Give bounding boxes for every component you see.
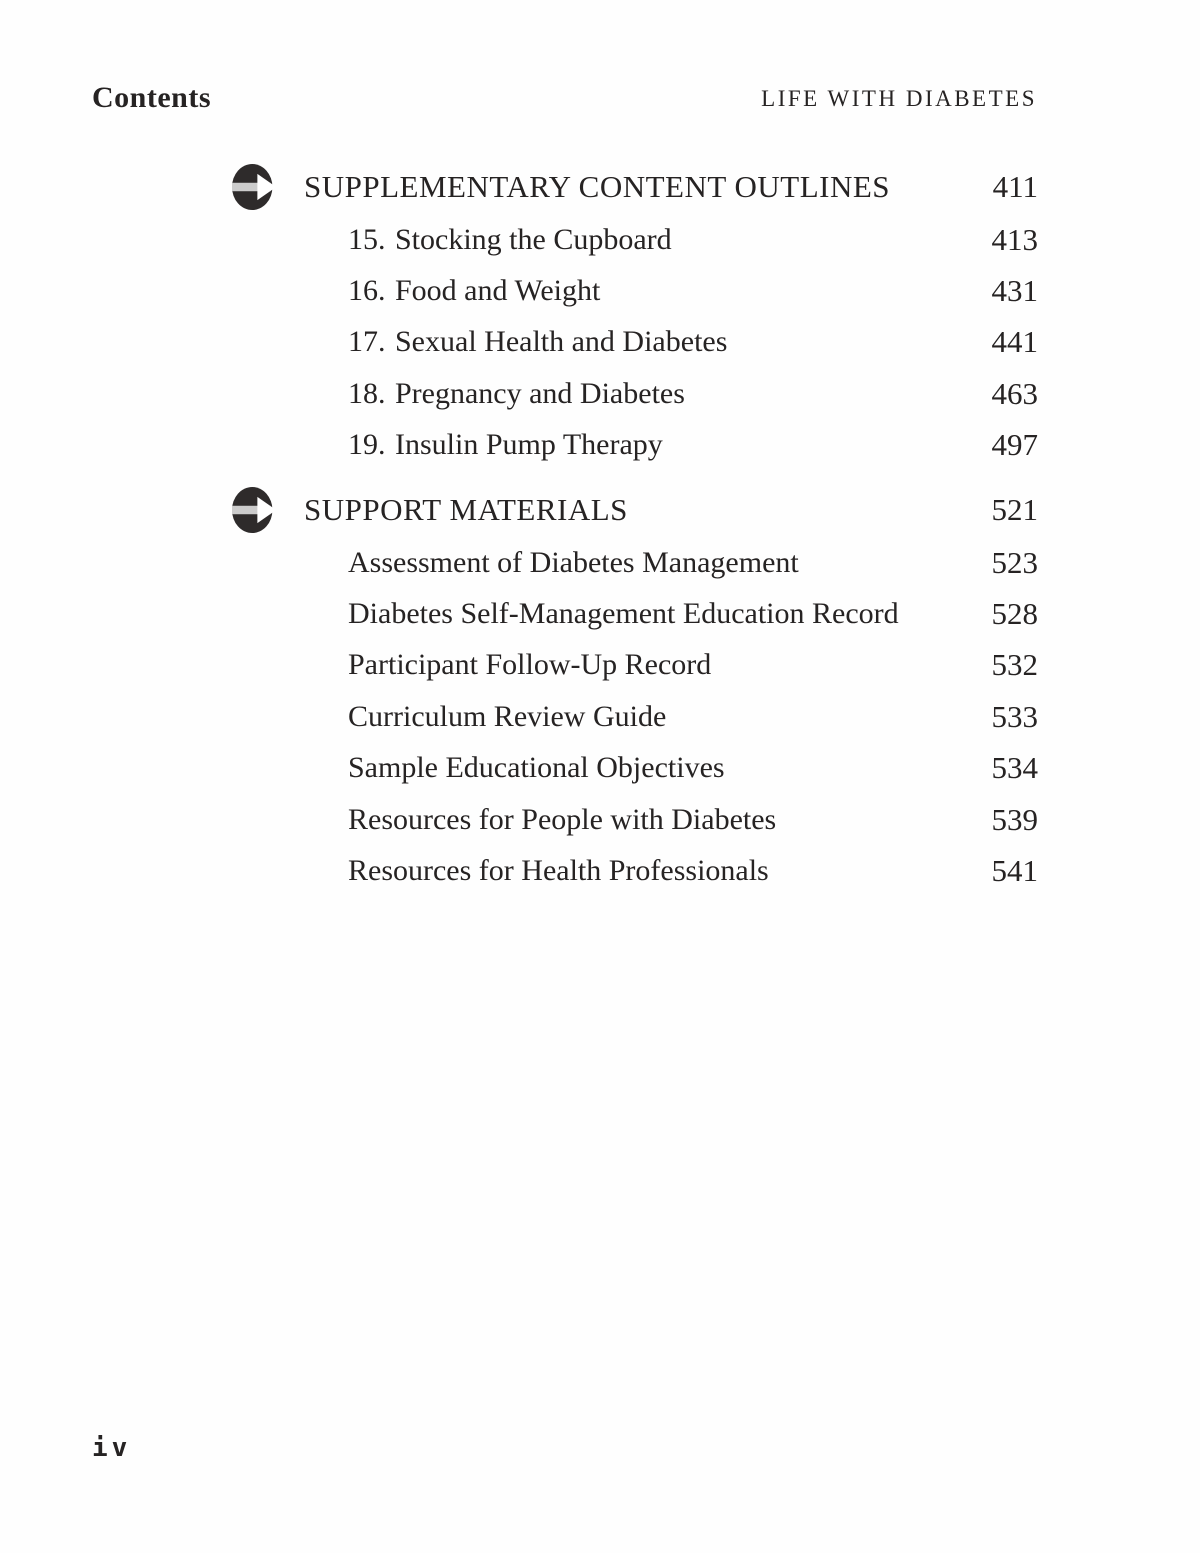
section-page-number: 521 — [991, 492, 1038, 528]
entry-title: Diabetes Self-Management Education Record — [348, 597, 899, 631]
entry-page-number: 532 — [991, 647, 1038, 683]
chapter-page-number: 413 — [991, 221, 1038, 257]
entry-title: Sample Educational Objectives — [348, 751, 725, 785]
entry-title: Curriculum Review Guide — [348, 699, 667, 733]
entry-title: Participant Follow-Up Record — [348, 648, 712, 682]
toc-entry — [232, 420, 1038, 471]
entry-page-number: 533 — [991, 698, 1038, 734]
table-of-contents — [232, 160, 1038, 897]
entry-page-number: 539 — [991, 801, 1038, 837]
entry-title: Resources for People with Diabetes — [348, 802, 777, 836]
section-title: SUPPLEMENTARY CONTENT OUTLINES — [304, 169, 891, 204]
toc-section-support-materials — [232, 484, 1038, 537]
toc-entry — [232, 368, 1038, 419]
toc-section-supplementary — [232, 160, 1038, 214]
running-head-book-title: LIFE WITH DIABETES — [761, 86, 1037, 111]
toc-entry — [232, 845, 1038, 896]
toc-entry — [232, 265, 1038, 316]
toc-entry — [232, 640, 1038, 691]
chapter-number: 18. — [348, 376, 386, 410]
chapter-title: Stocking the Cupboard — [395, 222, 672, 256]
chapter-title: Insulin Pump Therapy — [395, 428, 663, 462]
chapter-title: Pregnancy and Diabetes — [395, 376, 685, 410]
chapter-title: Food and Weight — [395, 274, 601, 308]
toc-entry — [232, 317, 1038, 368]
entry-title: Resources for Health Professionals — [348, 853, 769, 887]
chapter-title: Sexual Health and Diabetes — [395, 325, 728, 359]
section-title: SUPPORT MATERIALS — [304, 492, 628, 528]
chapter-number: 19. — [348, 428, 386, 462]
entry-page-number: 534 — [991, 750, 1038, 786]
toc-entry — [232, 691, 1038, 742]
entry-page-number: 523 — [991, 544, 1038, 580]
section-page-number: 411 — [992, 169, 1038, 204]
toc-entry — [232, 214, 1038, 265]
chapter-page-number: 463 — [991, 375, 1038, 411]
chapter-page-number: 441 — [991, 324, 1038, 360]
arrow-right-icon — [232, 162, 279, 212]
chapter-number: 16. — [348, 274, 386, 308]
entry-page-number: 528 — [991, 596, 1038, 632]
toc-entry — [232, 794, 1038, 845]
chapter-page-number: 431 — [991, 273, 1038, 309]
entry-title: Assessment of Diabetes Management — [348, 545, 799, 579]
toc-entry — [232, 588, 1038, 639]
page-folio-number: iv — [92, 1433, 132, 1463]
chapter-page-number: 497 — [991, 427, 1038, 463]
running-head-contents: Contents — [92, 81, 212, 114]
chapter-number: 15. — [348, 222, 386, 256]
entry-page-number: 541 — [991, 852, 1038, 888]
chapter-number: 17. — [348, 325, 386, 359]
arrow-right-icon — [232, 485, 279, 535]
toc-entry — [232, 537, 1038, 588]
toc-entry — [232, 743, 1038, 794]
